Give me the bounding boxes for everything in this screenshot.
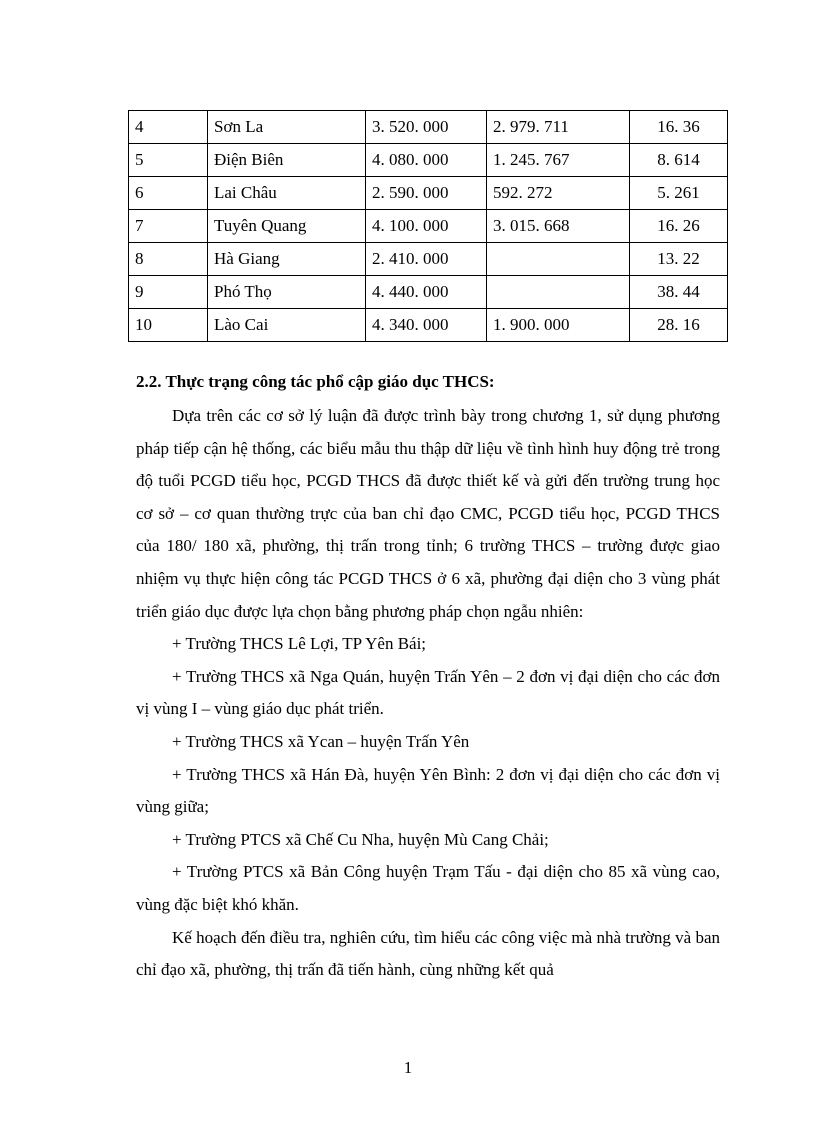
- cell-col-c: 16. 36: [630, 111, 728, 144]
- table-row: [129, 210, 728, 243]
- cell-col-a: 3. 520. 000: [366, 111, 487, 144]
- list-item: + Trường PTCS xã Bản Công huyện Trạm Tấu - đại diện cho 85 xã vùng cao, vùng đặc biệt khó khăn.: [136, 862, 720, 914]
- paragraph-closing: Kế hoạch đến điều tra, nghiên cứu, tìm hiểu các công việc mà nhà trường và ban chỉ đạo xã, phường, thị trấn đã tiến hành, cùng những kết quả: [136, 927, 720, 980]
- table-row: [129, 309, 728, 342]
- cell-stt: 5: [129, 144, 208, 177]
- cell-col-c: 16. 26: [630, 210, 728, 243]
- statistics-table: [128, 110, 728, 342]
- table-row: [129, 144, 728, 177]
- cell-col-b: 1. 245. 767: [487, 144, 630, 177]
- table-row: [129, 276, 728, 309]
- cell-stt: 7: [129, 210, 208, 243]
- cell-col-b: 592. 272: [487, 177, 630, 210]
- cell-province: Tuyên Quang: [208, 210, 366, 243]
- cell-province: Hà Giang: [208, 243, 366, 276]
- cell-col-b: 1. 900. 000: [487, 309, 630, 342]
- table-row: [129, 177, 728, 210]
- list-item: + Trường THCS xã Ycan – huyện Trấn Yên: [172, 731, 470, 751]
- cell-col-a: 2. 590. 000: [366, 177, 487, 210]
- cell-stt: 9: [129, 276, 208, 309]
- list-item: + Trường THCS Lê Lợi, TP Yên Bái;: [172, 634, 427, 654]
- cell-stt: 10: [129, 309, 208, 342]
- cell-province: Lào Cai: [208, 309, 366, 342]
- paragraph-intro: Dựa trên các cơ sở lý luận đã được trình bày trong chương 1, sử dụng phương pháp tiếp cận hệ thống, các biểu mẫu thu thập dữ liệu về tình hình huy động trẻ trong độ tuổi PCGD tiểu học, PCGD THCS đã được thiết kế và gửi đến trường trung học cơ sở – cơ quan thường trực của ban chỉ đạo CMC, PCGD tiểu học, PCGD THCS của 180/ 180 xã, phường, thị trấn trong tỉnh; 6 trường THCS – trường được giao nhiệm vụ thực hiện công tác PCGD THCS ở 6 xã, phường đại diện cho 3 vùng phát triển giáo dục được lựa chọn bằng phương pháp chọn ngẫu nhiên:: [136, 406, 720, 621]
- cell-col-c: 5. 261: [630, 177, 728, 210]
- cell-stt: 8: [129, 243, 208, 276]
- cell-col-c: 8. 614: [630, 144, 728, 177]
- list-item: + Trường PTCS xã Chế Cu Nha, huyện Mù Cang Chải;: [172, 829, 549, 849]
- table-row: [129, 111, 728, 144]
- cell-col-a: 4. 340. 000: [366, 309, 487, 342]
- list-item: + Trường THCS xã Nga Quán, huyện Trấn Yên – 2 đơn vị đại diện cho các đơn vị vùng I – vùng giáo dục phát triển.: [136, 666, 720, 719]
- section-heading: 2.2. Thực trạng công tác phổ cập giáo dục THCS:: [136, 372, 495, 391]
- cell-col-b: [487, 243, 630, 276]
- cell-col-b: 2. 979. 711: [487, 111, 630, 144]
- cell-col-a: 2. 410. 000: [366, 243, 487, 276]
- cell-province: Điện Biên: [208, 144, 366, 177]
- page-number: 1: [403, 1058, 413, 1077]
- cell-col-c: 13. 22: [630, 243, 728, 276]
- cell-stt: 6: [129, 177, 208, 210]
- list-item: + Trường THCS xã Hán Đà, huyện Yên Bình: 2 đơn vị đại diện cho các đơn vị vùng giữa;: [136, 764, 720, 817]
- cell-col-b: 3. 015. 668: [487, 210, 630, 243]
- cell-col-b: [487, 276, 630, 309]
- cell-col-c: 28. 16: [630, 309, 728, 342]
- table-row: [129, 243, 728, 276]
- cell-province: Phó Thọ: [208, 276, 366, 309]
- cell-col-c: 38. 44: [630, 276, 728, 309]
- section-body: [136, 400, 720, 987]
- table-body: [129, 111, 728, 342]
- cell-province: Lai Châu: [208, 177, 366, 210]
- cell-stt: 4: [129, 111, 208, 144]
- cell-col-a: 4. 100. 000: [366, 210, 487, 243]
- cell-col-a: 4. 440. 000: [366, 276, 487, 309]
- cell-province: Sơn La: [208, 111, 366, 144]
- cell-col-a: 4. 080. 000: [366, 144, 487, 177]
